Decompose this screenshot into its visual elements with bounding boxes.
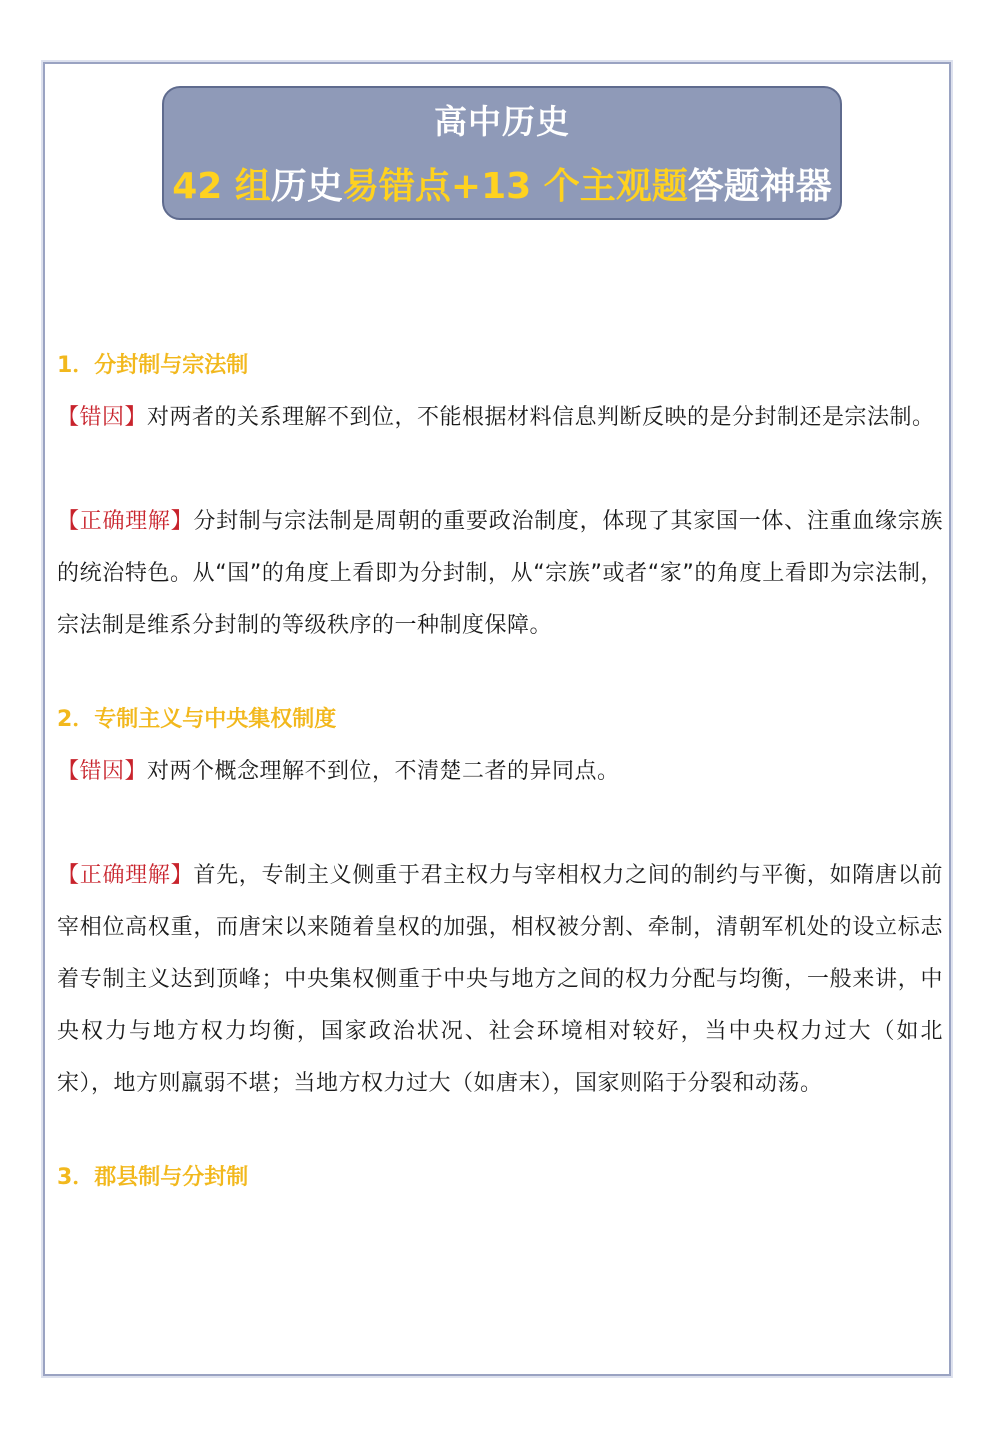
cause-tag: 【错因】: [57, 759, 148, 784]
banner-subtitle: [164, 158, 840, 209]
subtitle-part: +13 个: [450, 166, 580, 207]
title-banner: [162, 86, 842, 220]
subtitle-part: 历史: [270, 166, 343, 207]
cause-tag: 【错因】: [57, 405, 148, 430]
correct-tag: 【正确理解】: [57, 509, 194, 534]
correct-tag: 【正确理解】: [57, 863, 194, 888]
cause-paragraph: [57, 392, 943, 444]
correct-text: 分封制与宗法制是周朝的重要政治制度，体现了其家国一体、注重血缘宗族的统治特色。从“国”的角度上看即为分封制，从“宗族”或者“家”的角度上看即为宗法制，宗法制是维系分封制的等级秩序的一种制度保障。: [57, 509, 943, 638]
correct-paragraph: [57, 496, 943, 652]
subtitle-part: 主观题: [579, 166, 688, 207]
content: [57, 330, 943, 1204]
section-heading: 2．专制主义与中央集权制度: [57, 707, 337, 732]
subtitle-part: 42 组: [172, 166, 271, 207]
cause-text: 对两者的关系理解不到位，不能根据材料信息判断反映的是分封制还是宗法制。: [147, 405, 935, 430]
cause-text: 对两个概念理解不到位，不清楚二者的异同点。: [147, 759, 620, 784]
section-heading: 1．分封制与宗法制: [57, 353, 249, 378]
subtitle-part: 易错点: [342, 166, 451, 207]
cause-paragraph: [57, 746, 943, 798]
section-heading: 3．郡县制与分封制: [57, 1165, 249, 1190]
correct-text: 首先，专制主义侧重于君主权力与宰相权力之间的制约与平衡，如隋唐以前宰相位高权重，而唐宋以来随着皇权的加强，相权被分割、牵制，清朝军机处的设立标志着专制主义达到顶峰；中央集权侧重于中央与地方之间的权力分配与均衡，一般来讲，中央权力与地方权力均衡，国家政治状况、社会环境相对较好，当中央权力过大（如北宋），地方则羸弱不堪；当地方权力过大（如唐末），国家则陷于分裂和动荡。: [57, 863, 943, 1096]
correct-paragraph: [57, 850, 943, 1110]
subtitle-part: 答题神器: [687, 166, 832, 207]
banner-title: 高中历史: [434, 102, 570, 141]
